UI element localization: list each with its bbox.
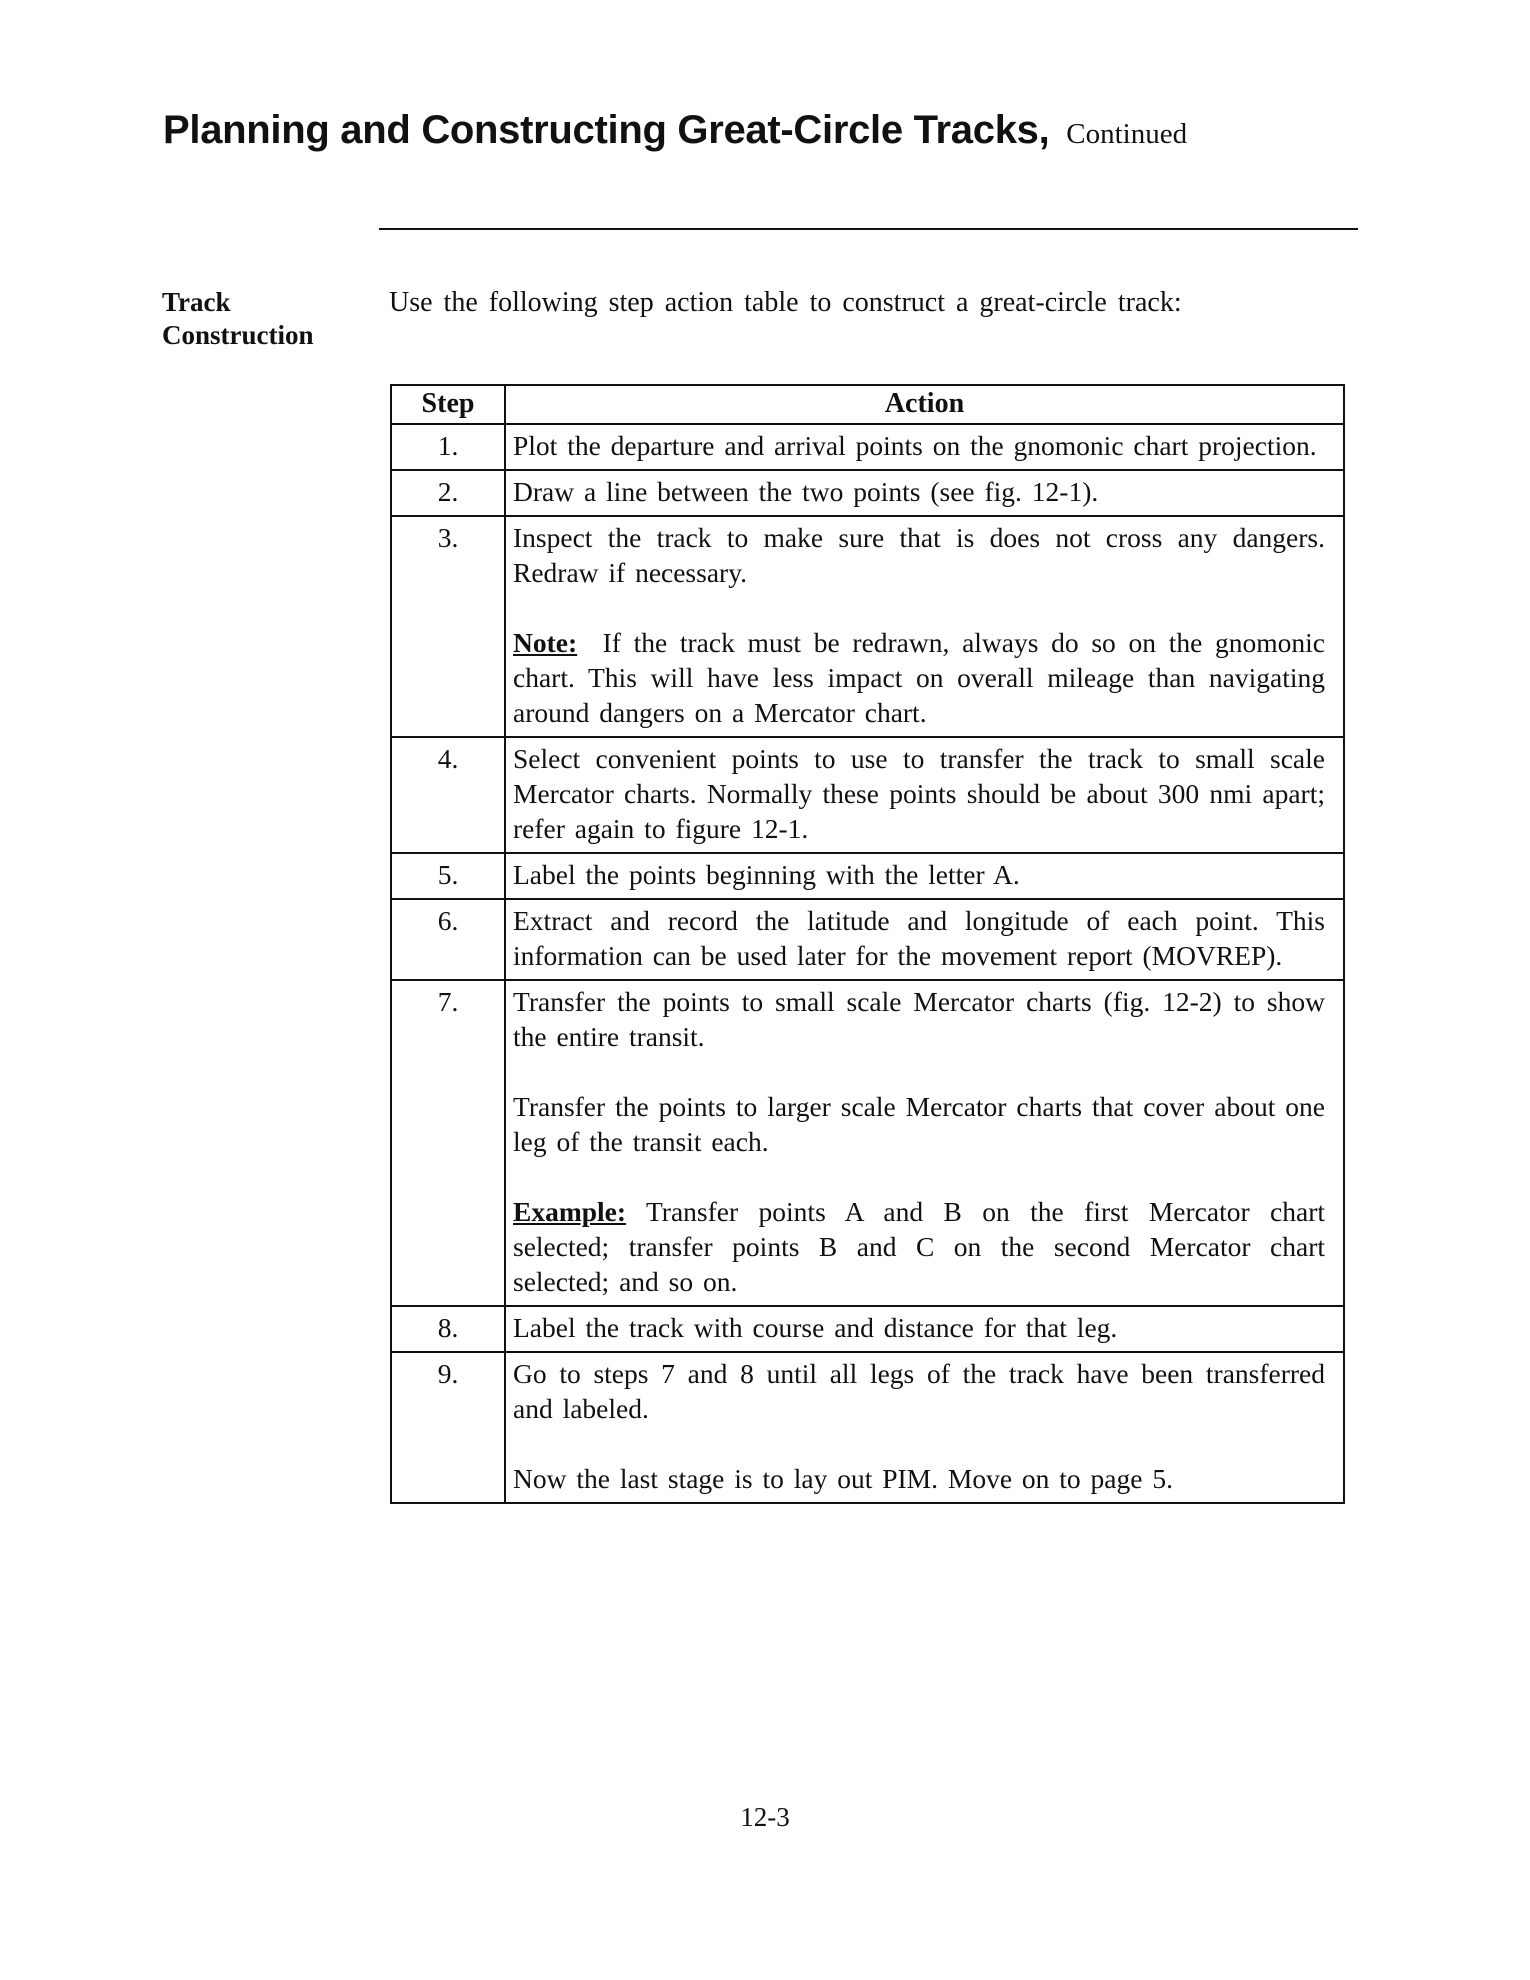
action-text: Select convenient points to use to transfer the track to small scale Mercator charts. Normally these points should be about 300 nmi apart; refer again to figure 12-1. (513, 743, 1325, 844)
table-header-row (391, 385, 1344, 424)
table-row (391, 470, 1344, 516)
step-action (505, 424, 1344, 470)
note-text: If the track must be redrawn, always do so on the gnomonic chart. This will have less impact on overall mileage than navigating around dangers on a Mercator chart. (513, 627, 1326, 728)
example-paragraph (513, 1194, 1325, 1299)
example-text: Transfer points A and B on the first Mercator chart selected; transfer points B and C on the second Mercator chart selected; and so on. (513, 1196, 1325, 1297)
table-row (391, 853, 1344, 899)
action-text: Label the track with course and distance for that leg. (513, 1312, 1118, 1343)
step-action (505, 980, 1344, 1306)
step-action (505, 1352, 1344, 1503)
step-number: 4. (391, 737, 505, 853)
note-paragraph (513, 625, 1325, 730)
action-text: Plot the departure and arrival points on the gnomonic chart projection. (513, 430, 1317, 461)
step-action (505, 516, 1344, 737)
table-row (391, 516, 1344, 737)
step-number: 3. (391, 516, 505, 737)
step-number: 2. (391, 470, 505, 516)
table-row (391, 899, 1344, 980)
title-divider (379, 228, 1358, 230)
action-text: Draw a line between the two points (see fig. 12-1). (513, 476, 1099, 507)
step-action (505, 737, 1344, 853)
intro-text: Use the following step action table to construct a great-circle track: (389, 287, 1182, 318)
page-number: 12-3 (740, 1802, 790, 1832)
step-action (505, 470, 1344, 516)
action-column-header: Action (505, 385, 1344, 424)
note-label: Note: (513, 627, 578, 658)
action-text-2: Transfer the points to larger scale Mercator charts that cover about one leg of the transit each. (513, 1091, 1325, 1157)
action-text: Extract and record the latitude and longitude of each point. This information can be used later for the movement report (MOVREP). (513, 905, 1325, 971)
action-text: Transfer the points to small scale Mercator charts (fig. 12-2) to show the entire transit. (513, 986, 1325, 1052)
step-column-header: Step (391, 385, 505, 424)
step-action (505, 1306, 1344, 1352)
table-row (391, 1306, 1344, 1352)
action-text: Label the points beginning with the letter A. (513, 859, 1020, 890)
step-number: 6. (391, 899, 505, 980)
section-heading-line-2: Construction (162, 320, 314, 350)
step-action (505, 899, 1344, 980)
table-row (391, 980, 1344, 1306)
table-row (391, 424, 1344, 470)
table-row (391, 1352, 1344, 1503)
action-text: Inspect the track to make sure that is does not cross any dangers. Redraw if necessary. (513, 522, 1325, 588)
step-number: 7. (391, 980, 505, 1306)
continued-label: Continued (1066, 118, 1188, 150)
step-action-table (390, 384, 1345, 1504)
table-row (391, 737, 1344, 853)
step-number: 1. (391, 424, 505, 470)
section-heading-line-1: Track (162, 287, 231, 317)
action-text-2: Now the last stage is to lay out PIM. Move on to page 5. (513, 1463, 1173, 1494)
step-number: 8. (391, 1306, 505, 1352)
page-title-text: Planning and Constructing Great-Circle Tracks, (163, 108, 1050, 152)
step-action (505, 853, 1344, 899)
step-number: 9. (391, 1352, 505, 1503)
step-number: 5. (391, 853, 505, 899)
example-label: Example: (513, 1196, 627, 1227)
section-heading (162, 286, 362, 352)
action-text: Go to steps 7 and 8 until all legs of the track have been transferred and labeled. (513, 1358, 1325, 1424)
page-title (163, 108, 1187, 153)
